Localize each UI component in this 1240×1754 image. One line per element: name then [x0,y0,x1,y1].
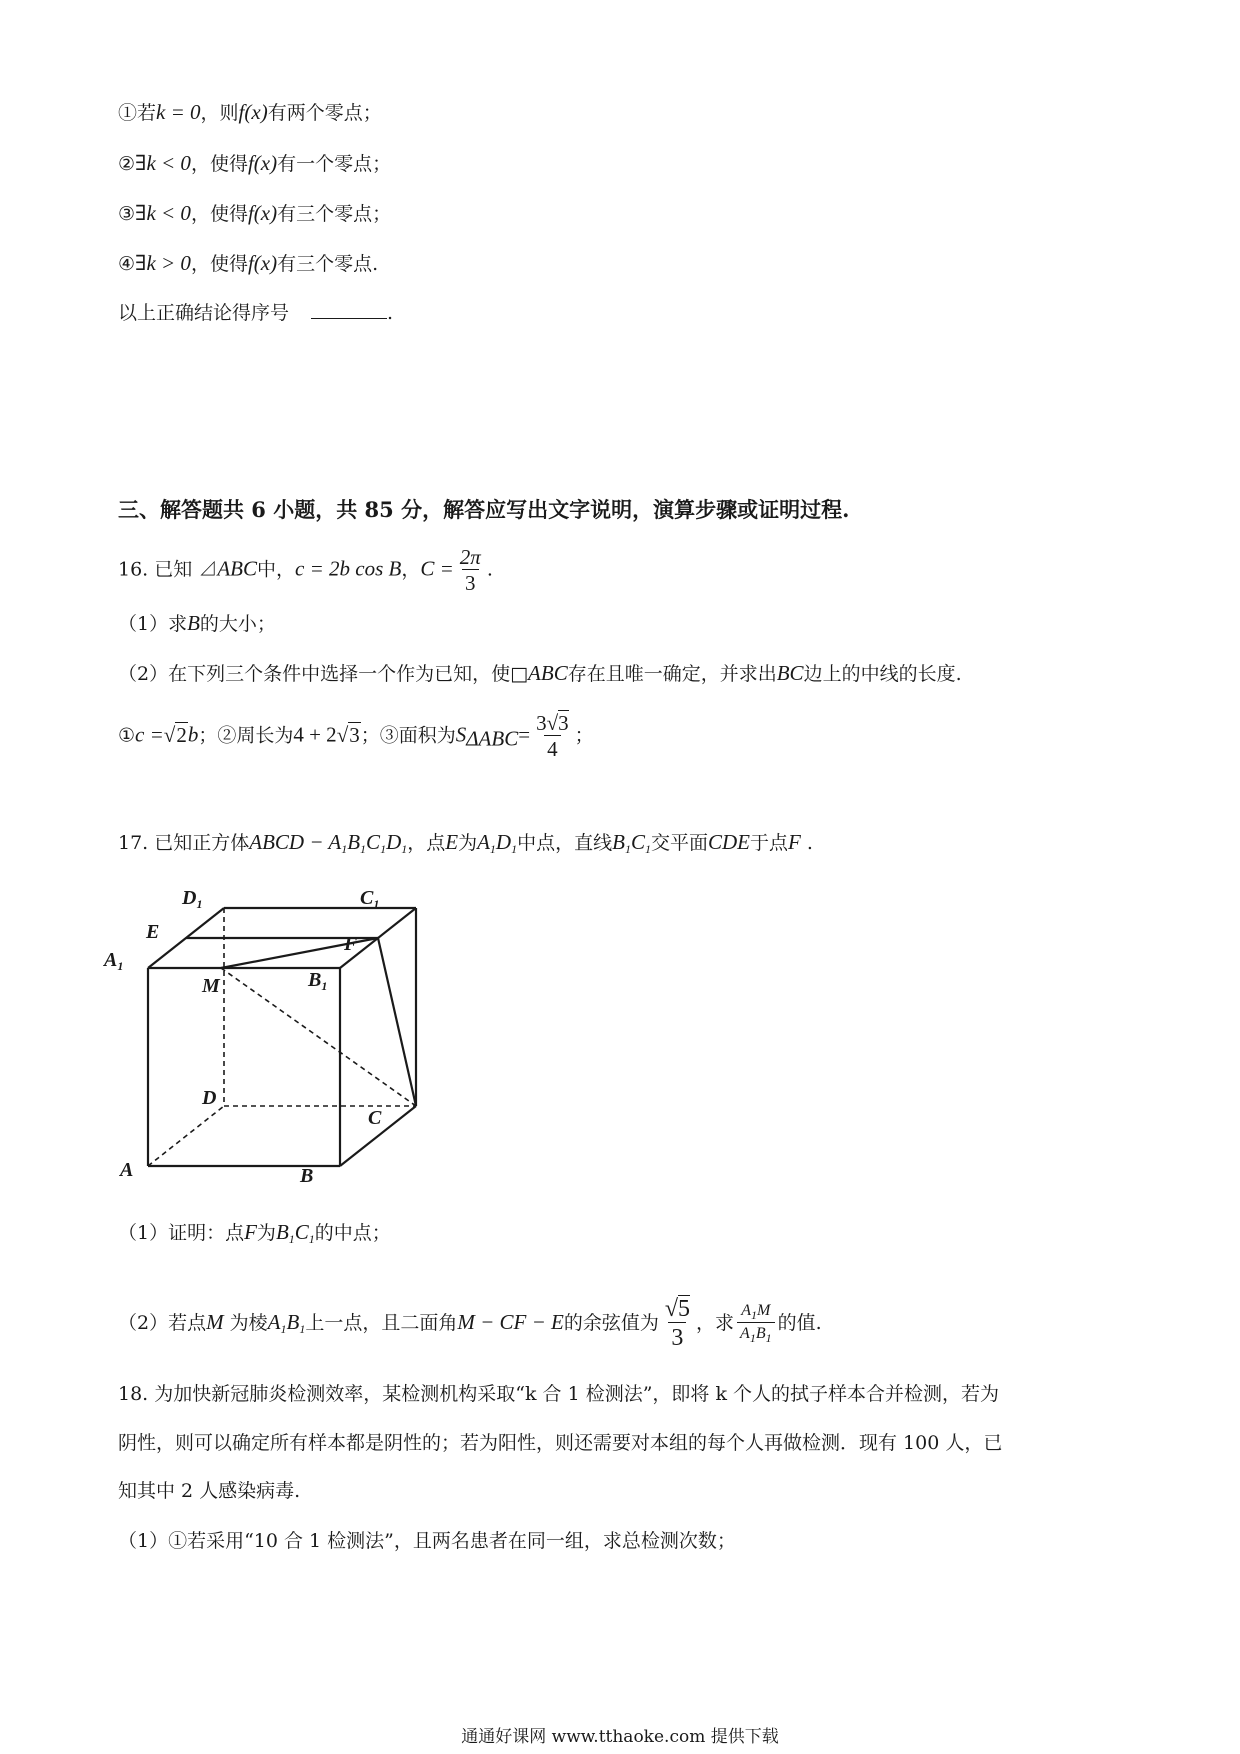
q16-statement: 16. 已知 ⊿ABC中，c = 2b cos B，C = $\frac{2\pi}{3}$ . [118,545,493,596]
fraction-2pi-over-3: $\frac{2\pi}{3}$ [459,545,481,596]
q18-line-1: 18. 为加快新冠肺炎检测效率，某检测机构采取“k 合 1 检测法”，即将 k 个人的拭子样本合并检测，若为 [118,1383,999,1405]
label-A1: $A_1$ [104,949,124,973]
label-D1: $D_1$ [182,887,203,911]
edge-AD-hidden [148,1106,224,1166]
label-C: C [368,1107,382,1129]
label-C1: $C_1$ [360,887,380,911]
footer-watermark: 通通好课网 www.tthaoke.com 提供下载 [461,1727,779,1747]
q16-part2: （2）在下列三个条件中选择一个作为已知，使□ABC存在且唯一确定，并求出BC边上的中线的长度. [118,661,962,685]
label-M: M [202,975,220,997]
statement-1: ①若k = 0，则f(x)有两个零点； [118,100,382,124]
fraction-sqrt5-over-3: $\frac{√5}{3}$ [664,1296,691,1352]
label-A: A [120,1159,134,1181]
fraction-A1M-over-A1B1: $\frac{A_1M}{A_1B_1}$ [737,1302,775,1345]
q16-part1: （1）求B的大小； [118,611,276,635]
sqrt-2: √2 [163,722,187,747]
label-D: D [202,1087,217,1109]
statement-3: ③∃k < 0，使得f(x)有三个零点； [118,201,392,225]
segment-FC [378,938,416,1106]
q17-statement: 17. 已知正方体ABCD − $A_1B_1C_1D_1$，点E为$A_1D_1$中点，直线$B_1C_1$交平面CDE于点F . [118,830,813,856]
q17-part2: （2）若点M 为棱$A_1B_1$上一点，且二面角M − CF − E的余弦值为 $\frac{√5}{3}$ ，求 $\frac{A_1M}{A_1B_1}$ 的值. [118,1296,822,1352]
q17-part1: （1）证明：点F为$B_1C_1$的中点； [118,1220,391,1246]
q18-line-3: 知其中 2 人感染病毒. [118,1480,301,1502]
statement-4: ④∃k > 0，使得f(x)有三个零点. [118,251,379,275]
label-E: E [146,921,160,943]
statement-2: ②∃k < 0，使得f(x)有一个零点； [118,151,392,175]
q18-part1: （1）①若采用“10 合 1 检测法”，且两名患者在同一组，求总检测次数； [118,1530,736,1552]
sqrt-3: √3 [336,722,360,747]
conclusion-line: 以上正确结论得序号 . [118,302,394,324]
answer-blank[interactable] [311,302,387,319]
label-B1: $B_1$ [308,969,328,993]
fraction-3sqrt3-over-4: $\frac{3√3}{4}$ [536,711,569,762]
q18-line-2: 阴性，则可以确定所有样本都是阴性的；若为阳性，则还需要对本组的每个人再做检测．现有 100 人，已 [118,1432,1003,1454]
q16-conditions: ①c =√2b；②周长为4 + 2√3；③面积为$S_{\Delta ABC}=$ $\frac{3√3}{4}$ ； [118,711,594,762]
cube-figure [104,880,450,1200]
label-F: F [344,933,358,955]
label-B: B [300,1165,314,1187]
section-heading: 三、解答题共 6 小题，共 85 分，解答应写出文字说明，演算步骤或证明过程. [118,497,850,522]
